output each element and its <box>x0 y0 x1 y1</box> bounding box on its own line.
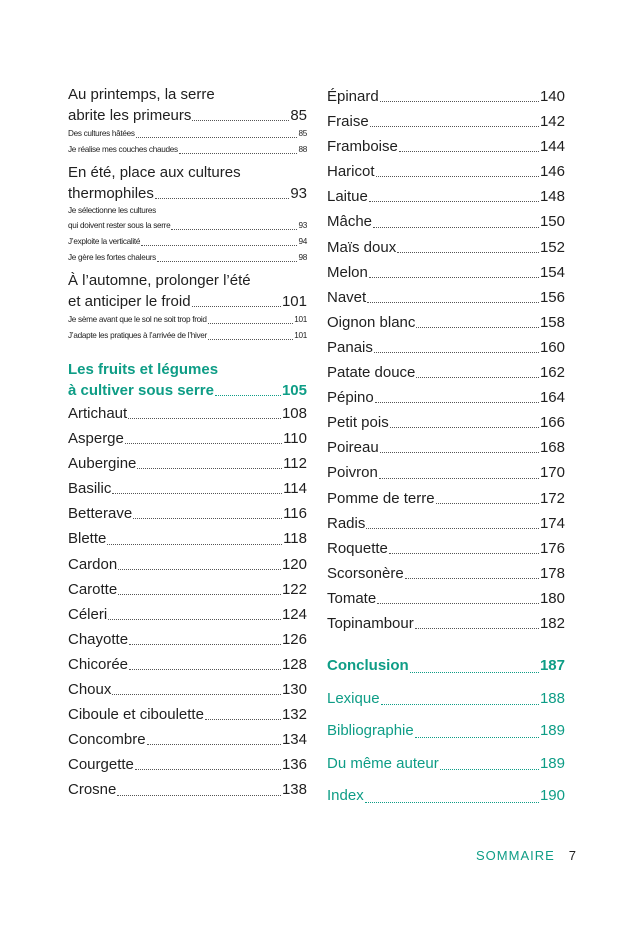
toc-entry[interactable] <box>68 526 307 551</box>
entry-page: 130 <box>281 681 307 699</box>
back-matter-entry[interactable] <box>327 715 565 748</box>
dot-leader <box>133 518 282 519</box>
entry-page: 152 <box>539 238 565 256</box>
toc-entry[interactable] <box>327 410 565 435</box>
dot-leader <box>118 594 281 595</box>
entry-title: Ciboule et ciboulette <box>68 706 204 724</box>
season-sections <box>68 84 307 344</box>
entry-page: 124 <box>281 605 307 623</box>
entry-title: Blette <box>68 530 107 548</box>
entry-page: 120 <box>281 555 307 573</box>
entry-title: Cardon <box>68 555 118 573</box>
dot-leader <box>373 227 539 228</box>
entry-page: 166 <box>539 414 565 432</box>
subsection-title-line[interactable]: Je sélectionne les cultures <box>68 206 156 215</box>
entry-title: Poivron <box>327 464 378 482</box>
entry-page: 101 <box>294 315 307 324</box>
entry-page: 190 <box>539 787 565 805</box>
entry-title: Mâche <box>327 213 373 231</box>
entry-title: Je sème avant que le sol ne soit trop froid <box>68 315 207 324</box>
chapter-title-line1: Les fruits et légumes <box>68 361 219 378</box>
footer-label: SOMMAIRE <box>476 848 555 863</box>
entry-page: 154 <box>539 263 565 281</box>
dot-leader <box>179 153 298 154</box>
dot-leader <box>374 352 539 353</box>
entry-page: 170 <box>539 464 565 482</box>
entry-title: Framboise <box>327 138 398 156</box>
entry-title: Patate douce <box>327 364 416 382</box>
entry-page: 142 <box>539 113 565 131</box>
dot-leader <box>399 151 539 152</box>
entry-title: et anticiper le froid <box>68 293 191 310</box>
dot-leader <box>135 769 281 770</box>
entry-title: Radis <box>327 514 366 532</box>
entry-title: Asperge <box>68 430 124 448</box>
entry-page: 174 <box>539 514 565 532</box>
dot-leader <box>405 578 539 579</box>
entry-page: 180 <box>539 589 565 607</box>
entry-page: 168 <box>539 439 565 457</box>
toc-right-column <box>327 84 565 813</box>
subsection-row[interactable] <box>68 126 307 142</box>
dot-leader <box>369 201 539 202</box>
back-matter-entry[interactable] <box>327 683 565 716</box>
subsection-row[interactable] <box>68 234 307 250</box>
back-matter-list <box>327 650 565 813</box>
entry-page: 85 <box>298 129 307 138</box>
entry-page: 114 <box>283 480 307 498</box>
entry-title: J’adapte les pratiques à l’arrivée de l’hiver <box>68 331 207 340</box>
entry-title: Index <box>327 787 364 805</box>
entry-title: Betterave <box>68 505 133 523</box>
entry-page: 156 <box>539 288 565 306</box>
back-matter-entry[interactable] <box>327 748 565 781</box>
entry-title: Tomate <box>327 589 377 607</box>
toc-entry[interactable] <box>327 460 565 485</box>
subsection-row[interactable] <box>68 312 307 328</box>
entry-title: Chayotte <box>68 630 129 648</box>
toc-entry[interactable] <box>327 134 565 159</box>
entry-title: Carotte <box>68 580 118 598</box>
entry-page: 178 <box>539 564 565 582</box>
entry-title: Du même auteur <box>327 754 439 772</box>
entry-page: 116 <box>283 505 307 523</box>
toc-left-column <box>68 84 307 803</box>
dot-leader <box>375 402 539 403</box>
section-title-row[interactable] <box>68 291 307 312</box>
chapter-heading[interactable] <box>68 359 307 401</box>
subsection-row[interactable] <box>68 142 307 158</box>
chapter-title-row <box>68 380 307 401</box>
entry-title: Choux <box>68 681 112 699</box>
toc-entry[interactable] <box>327 360 565 385</box>
dot-leader <box>107 544 282 545</box>
entry-page: 187 <box>539 657 565 675</box>
entry-page: 136 <box>281 756 307 774</box>
entry-title: Haricot <box>327 163 375 181</box>
toc-entry[interactable] <box>327 385 565 410</box>
entry-title: Maïs doux <box>327 238 397 256</box>
page-footer <box>476 848 577 863</box>
toc-entry[interactable] <box>327 260 565 285</box>
toc-entry[interactable] <box>68 627 307 652</box>
toc-entry[interactable] <box>68 677 307 702</box>
dot-leader <box>377 603 539 604</box>
toc-entry[interactable] <box>327 435 565 460</box>
dot-leader <box>192 120 289 121</box>
entry-page: 101 <box>281 293 307 310</box>
dot-leader <box>128 418 281 419</box>
entry-page: 182 <box>539 614 565 632</box>
entry-title: Épinard <box>327 88 379 105</box>
entry-page: 150 <box>539 213 565 231</box>
dot-leader <box>369 277 539 278</box>
entry-page: 164 <box>539 389 565 407</box>
toc-entry[interactable] <box>327 536 565 561</box>
dot-leader <box>380 452 539 453</box>
entry-page: 108 <box>281 405 307 422</box>
dot-leader <box>112 493 282 494</box>
dot-leader <box>416 327 539 328</box>
dot-leader <box>415 737 539 738</box>
dot-leader <box>416 377 539 378</box>
dot-leader <box>389 553 539 554</box>
toc-entry[interactable] <box>327 310 565 335</box>
entry-title: Pépino <box>327 389 374 407</box>
vegetable-list-right <box>327 84 565 636</box>
toc-entry[interactable] <box>68 727 307 752</box>
dot-leader <box>381 704 539 705</box>
toc-entry[interactable] <box>327 109 565 134</box>
dot-leader <box>112 694 281 695</box>
dot-leader <box>125 443 282 444</box>
page-number: 7 <box>568 848 578 863</box>
entry-page: 146 <box>539 163 565 181</box>
dot-leader <box>136 137 298 138</box>
entry-page: 144 <box>539 138 565 156</box>
entry-title: Fraise <box>327 113 369 131</box>
entry-title: Roquette <box>327 539 388 557</box>
entry-title: Courgette <box>68 756 134 774</box>
section-title-line[interactable]: En été, place aux cultures <box>68 164 241 181</box>
toc-entry[interactable] <box>68 752 307 777</box>
dot-leader <box>192 306 281 307</box>
section-title-row[interactable] <box>68 183 307 204</box>
toc-entry[interactable] <box>327 511 565 536</box>
entry-title: Topinambour <box>327 614 414 632</box>
dot-leader <box>366 528 539 529</box>
dot-leader <box>147 744 281 745</box>
toc-entry[interactable] <box>327 84 565 109</box>
dot-leader <box>215 395 281 396</box>
entry-title: Chicorée <box>68 655 129 673</box>
dot-leader <box>390 427 539 428</box>
dot-leader <box>376 176 539 177</box>
toc-entry[interactable] <box>327 335 565 360</box>
entry-page: 98 <box>298 253 307 262</box>
entry-page: 172 <box>539 489 565 507</box>
entry-page: 188 <box>539 689 565 707</box>
dot-leader <box>129 669 281 670</box>
toc-entry[interactable] <box>327 611 565 636</box>
entry-page: 88 <box>298 145 307 154</box>
dot-leader <box>208 339 293 340</box>
entry-page: 134 <box>281 731 307 749</box>
entry-page: 162 <box>539 364 565 382</box>
toc-entry[interactable] <box>327 209 565 234</box>
entry-title: Conclusion <box>327 657 409 675</box>
dot-leader <box>415 628 539 629</box>
dot-leader <box>155 198 289 199</box>
chapter-page: 105 <box>281 382 307 399</box>
entry-title: Basilic <box>68 480 112 498</box>
dot-leader <box>108 619 281 620</box>
entry-page: 189 <box>539 722 565 740</box>
entry-title: Bibliographie <box>327 722 414 740</box>
entry-page: 160 <box>539 338 565 356</box>
entry-title: Je gère les fortes chaleurs <box>68 253 156 262</box>
toc-entry[interactable] <box>68 577 307 602</box>
dot-leader <box>141 245 297 246</box>
entry-title: thermophiles <box>68 185 154 202</box>
section-title-line[interactable]: À l’automne, prolonger l’été <box>68 272 251 289</box>
entry-title: Laitue <box>327 188 368 206</box>
toc-entry[interactable] <box>68 426 307 451</box>
dot-leader <box>117 795 281 796</box>
toc-entry[interactable] <box>68 652 307 677</box>
entry-page: 126 <box>281 630 307 648</box>
dot-leader <box>118 569 281 570</box>
entry-title: Navet <box>327 288 367 306</box>
entry-title: Crosne <box>68 781 117 799</box>
dot-leader <box>137 468 282 469</box>
toc-section <box>68 84 307 158</box>
toc-entry[interactable] <box>68 476 307 501</box>
entry-page: 148 <box>539 188 565 206</box>
dot-leader <box>436 503 539 504</box>
dot-leader <box>129 644 281 645</box>
toc-entry[interactable] <box>327 235 565 260</box>
subsection-row[interactable] <box>68 218 307 234</box>
dot-leader <box>367 302 539 303</box>
entry-title: Lexique <box>327 689 380 707</box>
entry-page: 158 <box>539 313 565 331</box>
toc-entry[interactable] <box>68 451 307 476</box>
entry-title: Panais <box>327 338 373 356</box>
toc-entry[interactable] <box>68 552 307 577</box>
section-title-row[interactable] <box>68 105 307 126</box>
entry-page: 189 <box>539 754 565 772</box>
dot-leader <box>410 672 539 673</box>
toc-section <box>68 270 307 344</box>
entry-page: 122 <box>281 580 307 598</box>
toc-entry[interactable] <box>327 561 565 586</box>
entry-page: 132 <box>281 706 307 724</box>
dot-leader <box>157 261 298 262</box>
toc-section <box>68 162 307 266</box>
subsection-row[interactable] <box>68 328 307 344</box>
back-matter-entry[interactable] <box>327 780 565 813</box>
back-matter-entry[interactable] <box>327 650 565 683</box>
entry-title: qui doivent rester sous la serre <box>68 221 171 230</box>
dot-leader <box>205 719 281 720</box>
entry-title: Céleri <box>68 605 108 623</box>
entry-title: abrite les primeurs <box>68 107 192 124</box>
toc-entry[interactable] <box>327 285 565 310</box>
entry-title: Petit pois <box>327 414 389 432</box>
dot-leader <box>208 323 294 324</box>
entry-title: J’exploite la verticalité <box>68 237 141 246</box>
dot-leader <box>379 478 539 479</box>
toc-entry[interactable] <box>327 486 565 511</box>
entry-title: Artichaut <box>68 405 128 422</box>
entry-page: 101 <box>294 331 307 340</box>
entry-title: Scorsonère <box>327 564 404 582</box>
entry-title: Des cultures hâtées <box>68 129 135 138</box>
entry-page: 93 <box>298 221 307 230</box>
chapter-title-line2: à cultiver sous serre <box>68 382 214 399</box>
toc-entry[interactable] <box>327 586 565 611</box>
entry-page: 138 <box>281 781 307 799</box>
dot-leader <box>171 229 297 230</box>
entry-page: 176 <box>539 539 565 557</box>
toc-entry[interactable] <box>327 159 565 184</box>
entry-page: 128 <box>281 655 307 673</box>
toc-entry[interactable] <box>68 602 307 627</box>
dot-leader <box>380 101 539 102</box>
entry-page: 94 <box>298 237 307 246</box>
toc-entry[interactable] <box>68 501 307 526</box>
toc-entry[interactable] <box>68 777 307 802</box>
entry-title: Je réalise mes couches chaudes <box>68 145 178 154</box>
entry-page: 118 <box>283 530 307 548</box>
dot-leader <box>365 802 539 803</box>
entry-page: 112 <box>283 455 307 473</box>
entry-title: Poireau <box>327 439 379 457</box>
entry-title: Melon <box>327 263 368 281</box>
entry-title: Oignon blanc <box>327 313 416 331</box>
toc-entry[interactable] <box>327 184 565 209</box>
entry-page: 93 <box>290 185 307 202</box>
entry-title: Aubergine <box>68 455 137 473</box>
vegetable-list-left <box>68 401 307 803</box>
subsection-row[interactable] <box>68 250 307 266</box>
entry-title: Pomme de terre <box>327 489 435 507</box>
dot-leader <box>397 252 539 253</box>
dot-leader <box>440 769 539 770</box>
toc-entry[interactable] <box>68 702 307 727</box>
entry-page: 85 <box>290 107 307 124</box>
entry-page: 140 <box>539 88 565 105</box>
dot-leader <box>370 126 539 127</box>
entry-page: 110 <box>283 430 307 448</box>
entry-title: Concombre <box>68 731 146 749</box>
section-title-line[interactable]: Au printemps, la serre <box>68 86 215 103</box>
toc-entry[interactable] <box>68 401 307 426</box>
